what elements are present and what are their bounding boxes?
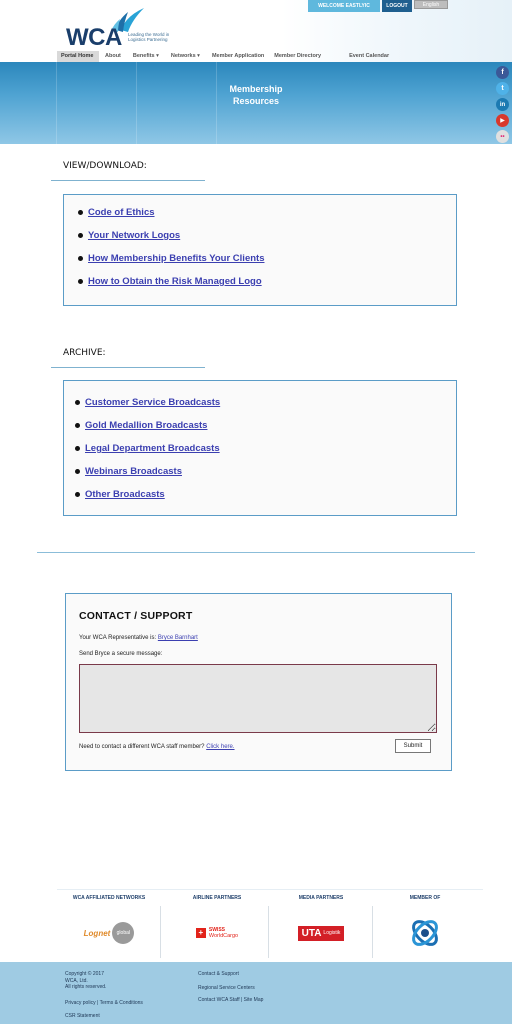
page-title xyxy=(0,83,512,107)
lognet-logo[interactable] xyxy=(57,910,161,956)
social-bar xyxy=(496,66,509,143)
fiata-emblem-icon xyxy=(405,914,445,952)
different-staff-line xyxy=(79,744,235,750)
nav-networks[interactable]: Networks ▾ xyxy=(170,53,200,59)
terms-link[interactable]: Terms & Conditions xyxy=(99,1000,143,1006)
contact-staff-link[interactable]: Contact WCA Staff xyxy=(198,997,240,1003)
member-of-column xyxy=(373,890,477,962)
legal-department-broadcasts-link[interactable]: Legal Department Broadcasts xyxy=(85,443,220,454)
uta-badge xyxy=(298,926,345,941)
contact-support-panel xyxy=(65,593,452,771)
nav-member-directory[interactable]: Member Directory xyxy=(274,53,322,59)
fiata-logo[interactable] xyxy=(373,910,477,956)
bullet-icon xyxy=(75,469,80,474)
swiss-wordmark xyxy=(209,927,238,939)
linkedin-icon[interactable]: in xyxy=(496,98,509,111)
bullet-icon xyxy=(78,256,83,261)
swiss-text: SWISS xyxy=(208,927,225,933)
list-item xyxy=(64,270,456,293)
nav-portal-home[interactable]: Portal Home xyxy=(57,51,99,62)
partners-strip xyxy=(57,889,483,961)
risk-managed-logo-link[interactable]: How to Obtain the Risk Managed Logo xyxy=(88,276,262,287)
bullet-icon xyxy=(78,210,83,215)
rights-text: All rights reserved. xyxy=(65,984,107,990)
contact-support-link[interactable]: Contact & Support xyxy=(198,971,239,977)
view-download-heading-text: VIEW/DOWNLOAD: xyxy=(63,161,147,171)
bullet-icon xyxy=(75,400,80,405)
member-of-label: MEMBER OF xyxy=(409,895,441,901)
list-item xyxy=(64,247,456,270)
message-label: Send Bryce a secure message: xyxy=(79,651,163,657)
view-download-heading xyxy=(51,161,205,181)
secure-message-field[interactable] xyxy=(79,664,437,733)
list-item xyxy=(64,483,456,506)
affiliated-label: WCA AFFILIATED NETWORKS xyxy=(72,895,146,901)
site-header xyxy=(0,0,512,62)
worldcargo-text: WorldCargo xyxy=(208,933,239,939)
footer-staff-links: Contact WCA Staff | Site Map xyxy=(198,997,264,1003)
welcome-badge: WELCOME EASTLYIC xyxy=(308,0,380,12)
list-item xyxy=(64,460,456,483)
affiliated-networks-column xyxy=(57,890,161,962)
regional-centers-link[interactable]: Regional Service Centers xyxy=(198,985,255,991)
brand-name: WCA xyxy=(66,24,122,51)
footer-legal-links: Privacy policy | Terms & Conditions xyxy=(65,1000,143,1006)
list-item xyxy=(64,201,456,224)
representative-label: Your WCA Representative is: xyxy=(79,635,158,641)
archive-box xyxy=(63,380,457,516)
logout-button[interactable]: LOGOUT xyxy=(382,0,412,12)
list-item xyxy=(64,391,456,414)
youtube-icon[interactable]: ▶ xyxy=(496,114,509,127)
submit-button[interactable]: Submit xyxy=(395,739,431,753)
brand-tagline: Leading the World in Logistics Partnering xyxy=(128,32,170,42)
lognet-global-badge: global xyxy=(112,922,134,944)
other-broadcasts-link[interactable]: Other Broadcasts xyxy=(85,489,165,500)
airline-partners-column xyxy=(165,890,269,962)
uta-text: UTA xyxy=(301,927,322,939)
bullet-icon xyxy=(78,233,83,238)
language-select[interactable]: English xyxy=(414,0,448,9)
media-label: MEDIA PARTNERS xyxy=(298,895,344,901)
main-nav xyxy=(57,51,393,62)
bullet-icon xyxy=(75,423,80,428)
copyright-text: Copyright © 2017 xyxy=(65,971,104,977)
membership-benefits-link[interactable]: How Membership Benefits Your Clients xyxy=(88,253,265,264)
click-here-link[interactable]: Click here. xyxy=(206,744,235,750)
section-divider xyxy=(37,552,475,553)
wca-logo[interactable] xyxy=(66,6,176,51)
different-staff-label: Need to contact a different WCA staff member? xyxy=(79,744,207,750)
code-of-ethics-link[interactable]: Code of Ethics xyxy=(88,207,155,218)
footer-copyright xyxy=(65,971,106,991)
facebook-icon[interactable]: f xyxy=(496,66,509,79)
bullet-icon xyxy=(75,492,80,497)
representative-line xyxy=(79,635,198,641)
airline-label: AIRLINE PARTNERS xyxy=(192,895,242,901)
page-title-line1: Membership xyxy=(229,84,283,94)
nav-event-calendar[interactable]: Event Calendar xyxy=(349,53,390,59)
uta-subtext: Logistik xyxy=(323,930,341,936)
flickr-icon[interactable]: •• xyxy=(496,130,509,143)
list-item xyxy=(64,224,456,247)
site-map-link[interactable]: Site Map xyxy=(243,997,264,1003)
footer-regional xyxy=(198,985,255,992)
account-bar xyxy=(308,0,448,12)
page-banner xyxy=(0,62,512,144)
privacy-policy-link[interactable]: Privacy policy xyxy=(65,1000,96,1006)
network-logos-link[interactable]: Your Network Logos xyxy=(88,230,181,241)
nav-benefits[interactable]: Benefits ▾ xyxy=(132,53,159,59)
view-download-list xyxy=(64,201,456,293)
twitter-icon[interactable]: t xyxy=(496,82,509,95)
list-item xyxy=(64,414,456,437)
nav-member-application[interactable]: Member Application xyxy=(211,53,265,59)
archive-list xyxy=(64,391,456,506)
lognet-text: Lognet xyxy=(83,928,111,938)
company-text: WCA, Ltd. xyxy=(65,977,88,984)
uta-logo[interactable] xyxy=(269,910,373,956)
customer-service-broadcasts-link[interactable]: Customer Service Broadcasts xyxy=(85,397,221,408)
view-download-box xyxy=(63,194,457,306)
swiss-flag-icon: + xyxy=(196,928,206,938)
csr-statement-link[interactable]: CSR Statement xyxy=(65,1013,100,1019)
nav-about[interactable]: About xyxy=(105,53,121,59)
gold-medallion-broadcasts-link[interactable]: Gold Medallion Broadcasts xyxy=(85,420,208,431)
archive-heading-text: ARCHIVE: xyxy=(63,348,106,358)
bullet-icon xyxy=(75,446,80,451)
media-partners-column xyxy=(269,890,373,962)
page-title-line2: Resources xyxy=(232,96,280,106)
representative-link[interactable]: Bryce Barnhart xyxy=(157,635,198,641)
bullet-icon xyxy=(78,279,83,284)
contact-title: CONTACT / SUPPORT xyxy=(79,610,193,622)
swiss-worldcargo-logo[interactable] xyxy=(165,910,269,956)
site-footer xyxy=(0,962,512,1024)
archive-heading xyxy=(51,348,205,368)
list-item xyxy=(64,437,456,460)
footer-contact-support xyxy=(198,971,239,978)
footer-csr xyxy=(65,1013,100,1020)
webinars-broadcasts-link[interactable]: Webinars Broadcasts xyxy=(85,466,182,477)
